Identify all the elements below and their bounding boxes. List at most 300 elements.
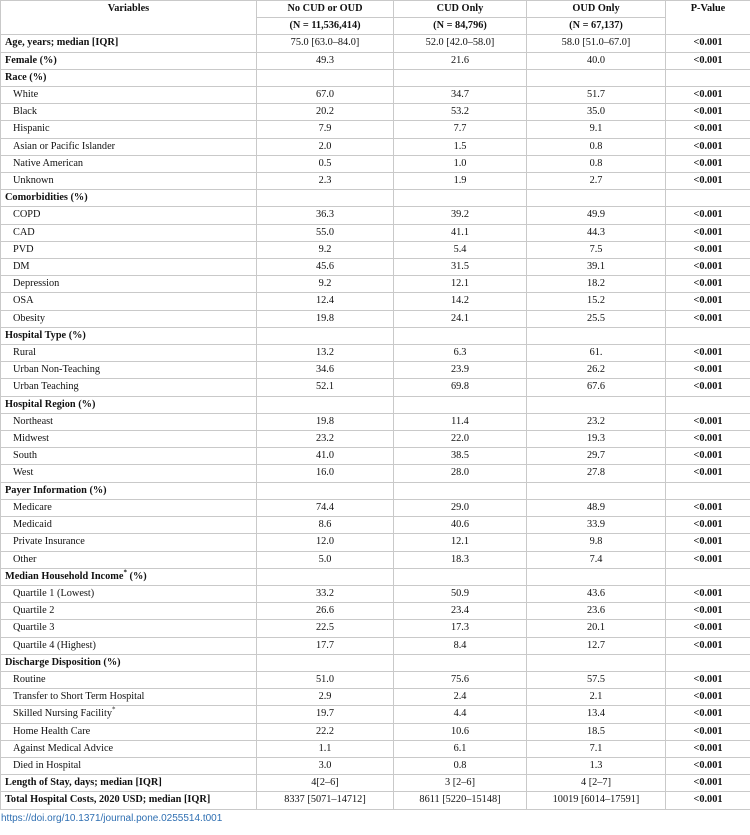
row-label	[1, 241, 257, 258]
oud-only-value	[527, 327, 666, 344]
table-row	[1, 362, 750, 379]
oud-only-value: 18.2	[527, 276, 666, 293]
oud-only-value: 29.7	[527, 448, 666, 465]
oud-only-value: 35.0	[527, 104, 666, 121]
cud-only-value: 1.9	[394, 173, 527, 190]
row-label-text: Medicare	[13, 501, 52, 513]
header-variables: Variables	[1, 1, 257, 35]
no-cud-oud-value: 67.0	[257, 87, 394, 104]
no-cud-oud-value	[257, 568, 394, 585]
oud-only-value: 23.6	[527, 603, 666, 620]
cud-only-value: 18.3	[394, 551, 527, 568]
cud-only-value: 22.0	[394, 431, 527, 448]
no-cud-oud-value: 22.5	[257, 620, 394, 637]
no-cud-oud-value: 7.9	[257, 121, 394, 138]
cud-only-value: 69.8	[394, 379, 527, 396]
oud-only-value: 51.7	[527, 87, 666, 104]
table-row	[1, 499, 750, 516]
p-value	[666, 568, 750, 585]
oud-only-value	[527, 654, 666, 671]
oud-only-value: 40.0	[527, 52, 666, 69]
p-value: <0.001	[666, 431, 750, 448]
table-row	[1, 706, 750, 723]
row-label	[1, 276, 257, 293]
cud-only-value: 12.1	[394, 534, 527, 551]
row-label	[1, 534, 257, 551]
section-header-row	[1, 568, 750, 585]
p-value: <0.001	[666, 379, 750, 396]
row-label-text: Rural	[13, 347, 36, 359]
p-value: <0.001	[666, 499, 750, 516]
cud-only-value: 39.2	[394, 207, 527, 224]
row-label	[1, 259, 257, 276]
cud-only-value: 12.1	[394, 276, 527, 293]
row-label-text: White	[13, 89, 39, 101]
row-label	[1, 69, 257, 86]
no-cud-oud-value: 52.1	[257, 379, 394, 396]
row-label	[1, 620, 257, 637]
row-label	[1, 482, 257, 499]
row-label	[1, 104, 257, 121]
p-value: <0.001	[666, 723, 750, 740]
cud-only-value: 10.6	[394, 723, 527, 740]
row-label-text: Quartile 3	[13, 622, 55, 634]
row-label-text: Northeast	[13, 415, 54, 427]
table-row	[1, 241, 750, 258]
oud-only-value: 2.7	[527, 173, 666, 190]
table-body	[1, 35, 750, 809]
row-label-text: Female (%)	[5, 54, 57, 66]
p-value: <0.001	[666, 35, 750, 52]
table-row	[1, 207, 750, 224]
row-label	[1, 327, 257, 344]
no-cud-oud-value: 41.0	[257, 448, 394, 465]
section-header-row	[1, 327, 750, 344]
table-row	[1, 792, 750, 809]
row-label-text: OSA	[13, 295, 34, 307]
p-value: <0.001	[666, 173, 750, 190]
oud-only-value: 48.9	[527, 499, 666, 516]
p-value: <0.001	[666, 155, 750, 172]
row-label-text: COPD	[13, 209, 41, 221]
table-row	[1, 740, 750, 757]
p-value	[666, 396, 750, 413]
header-no-cud-oud-n: (N = 11,536,414)	[257, 18, 394, 35]
cud-only-value: 41.1	[394, 224, 527, 241]
table-row	[1, 276, 750, 293]
header-cud-only-n: (N = 84,796)	[394, 18, 527, 35]
p-value: <0.001	[666, 224, 750, 241]
p-value: <0.001	[666, 413, 750, 430]
p-value: <0.001	[666, 706, 750, 723]
p-value: <0.001	[666, 740, 750, 757]
row-label-text: Hospital Type (%)	[5, 329, 86, 341]
cud-only-value: 53.2	[394, 104, 527, 121]
no-cud-oud-value: 55.0	[257, 224, 394, 241]
oud-only-value: 12.7	[527, 637, 666, 654]
cud-only-value	[394, 327, 527, 344]
table-row	[1, 551, 750, 568]
row-label	[1, 671, 257, 688]
oud-only-value: 25.5	[527, 310, 666, 327]
cud-only-value: 14.2	[394, 293, 527, 310]
oud-only-value: 44.3	[527, 224, 666, 241]
table-header	[1, 1, 750, 35]
row-label	[1, 654, 257, 671]
row-label	[1, 293, 257, 310]
row-label-text: Quartile 1 (Lowest)	[13, 587, 95, 599]
cud-only-value: 24.1	[394, 310, 527, 327]
p-value: <0.001	[666, 276, 750, 293]
p-value: <0.001	[666, 345, 750, 362]
cud-only-value	[394, 396, 527, 413]
row-label-text: Hospital Region (%)	[5, 398, 96, 410]
table-row	[1, 775, 750, 792]
p-value	[666, 327, 750, 344]
no-cud-oud-value: 33.2	[257, 585, 394, 602]
row-label-text: Asian or Pacific Islander	[13, 140, 116, 152]
row-label	[1, 207, 257, 224]
row-label	[1, 465, 257, 482]
oud-only-value: 7.1	[527, 740, 666, 757]
cud-only-value: 23.4	[394, 603, 527, 620]
row-label	[1, 224, 257, 241]
row-label-text: PVD	[13, 243, 34, 255]
oud-only-value: 7.4	[527, 551, 666, 568]
table-row	[1, 345, 750, 362]
table-row	[1, 310, 750, 327]
header-oud-only-n: (N = 67,137)	[527, 18, 666, 35]
cud-only-value: 6.1	[394, 740, 527, 757]
row-label	[1, 637, 257, 654]
section-header-row	[1, 482, 750, 499]
table-row	[1, 293, 750, 310]
cud-only-value: 28.0	[394, 465, 527, 482]
row-label	[1, 585, 257, 602]
row-label	[1, 379, 257, 396]
row-label-text: Medicaid	[13, 519, 52, 531]
row-label-text: Depression	[13, 278, 60, 290]
row-label-text: Unknown	[13, 175, 54, 187]
no-cud-oud-value	[257, 190, 394, 207]
cud-only-value	[394, 190, 527, 207]
row-label	[1, 448, 257, 465]
no-cud-oud-value: 5.0	[257, 551, 394, 568]
p-value: <0.001	[666, 465, 750, 482]
p-value: <0.001	[666, 241, 750, 258]
cud-only-value: 52.0 [42.0–58.0]	[394, 35, 527, 52]
no-cud-oud-value: 20.2	[257, 104, 394, 121]
oud-only-value	[527, 482, 666, 499]
section-header-row	[1, 654, 750, 671]
p-value: <0.001	[666, 620, 750, 637]
row-label-text: Total Hospital Costs, 2020 USD; median [IQR]	[5, 794, 211, 806]
row-label	[1, 706, 257, 723]
row-label	[1, 155, 257, 172]
no-cud-oud-value: 1.1	[257, 740, 394, 757]
table-row	[1, 379, 750, 396]
oud-only-value: 61.	[527, 345, 666, 362]
oud-only-value: 7.5	[527, 241, 666, 258]
table-row	[1, 413, 750, 430]
table-row	[1, 671, 750, 688]
p-value: <0.001	[666, 448, 750, 465]
p-value	[666, 654, 750, 671]
table-row	[1, 173, 750, 190]
cud-only-value: 8611 [5220–15148]	[394, 792, 527, 809]
row-label	[1, 396, 257, 413]
row-label	[1, 345, 257, 362]
section-header-row	[1, 396, 750, 413]
row-label	[1, 551, 257, 568]
no-cud-oud-value: 36.3	[257, 207, 394, 224]
table-row	[1, 603, 750, 620]
no-cud-oud-value: 74.4	[257, 499, 394, 516]
row-label-text: Died in Hospital	[13, 759, 82, 771]
p-value: <0.001	[666, 603, 750, 620]
no-cud-oud-value: 9.2	[257, 241, 394, 258]
no-cud-oud-value: 19.8	[257, 310, 394, 327]
footnote-marker: *	[123, 568, 127, 577]
cud-only-value: 2.4	[394, 689, 527, 706]
p-value: <0.001	[666, 104, 750, 121]
p-value: <0.001	[666, 757, 750, 774]
cud-only-value: 0.8	[394, 757, 527, 774]
row-label	[1, 775, 257, 792]
p-value	[666, 482, 750, 499]
p-value: <0.001	[666, 310, 750, 327]
oud-only-value: 2.1	[527, 689, 666, 706]
section-header-row	[1, 69, 750, 86]
row-label	[1, 499, 257, 516]
p-value: <0.001	[666, 551, 750, 568]
table-row	[1, 224, 750, 241]
p-value: <0.001	[666, 534, 750, 551]
oud-only-value: 39.1	[527, 259, 666, 276]
no-cud-oud-value	[257, 69, 394, 86]
oud-only-value	[527, 396, 666, 413]
cud-only-value: 29.0	[394, 499, 527, 516]
table-row	[1, 637, 750, 654]
row-label-suffix: (%)	[126, 570, 147, 582]
p-value: <0.001	[666, 517, 750, 534]
no-cud-oud-value: 12.0	[257, 534, 394, 551]
row-label-text: West	[13, 467, 34, 479]
no-cud-oud-value: 75.0 [63.0–84.0]	[257, 35, 394, 52]
row-label-text: Age, years; median [IQR]	[5, 37, 119, 49]
oud-only-value: 27.8	[527, 465, 666, 482]
cud-only-value: 5.4	[394, 241, 527, 258]
row-label	[1, 35, 257, 52]
oud-only-value: 23.2	[527, 413, 666, 430]
row-label-text: Midwest	[13, 433, 50, 445]
row-label	[1, 792, 257, 809]
row-label	[1, 723, 257, 740]
row-label-text: Obesity	[13, 312, 46, 324]
no-cud-oud-value	[257, 327, 394, 344]
oud-only-value: 49.9	[527, 207, 666, 224]
no-cud-oud-value	[257, 482, 394, 499]
row-label	[1, 190, 257, 207]
no-cud-oud-value: 9.2	[257, 276, 394, 293]
table-row	[1, 155, 750, 172]
table-row	[1, 620, 750, 637]
row-label-text: Quartile 2	[13, 605, 55, 617]
table-row	[1, 35, 750, 52]
no-cud-oud-value: 0.5	[257, 155, 394, 172]
p-value: <0.001	[666, 207, 750, 224]
cud-only-value	[394, 654, 527, 671]
p-value: <0.001	[666, 87, 750, 104]
row-label-text: Urban Teaching	[13, 381, 79, 393]
p-value: <0.001	[666, 689, 750, 706]
no-cud-oud-value: 2.3	[257, 173, 394, 190]
row-label-text: Other	[13, 553, 37, 565]
p-value: <0.001	[666, 293, 750, 310]
table-row	[1, 138, 750, 155]
table-row	[1, 689, 750, 706]
p-value: <0.001	[666, 138, 750, 155]
table-row	[1, 259, 750, 276]
header-oud-only: OUD Only	[527, 1, 666, 18]
oud-only-value: 57.5	[527, 671, 666, 688]
row-label	[1, 689, 257, 706]
row-label	[1, 413, 257, 430]
oud-only-value: 58.0 [51.0–67.0]	[527, 35, 666, 52]
row-label-text: Length of Stay, days; median [IQR]	[5, 777, 162, 789]
doi-link[interactable]: https://doi.org/10.1371/journal.pone.0255514.t001	[1, 812, 223, 824]
table-row	[1, 448, 750, 465]
p-value: <0.001	[666, 775, 750, 792]
cud-only-value: 8.4	[394, 637, 527, 654]
no-cud-oud-value: 3.0	[257, 757, 394, 774]
p-value	[666, 190, 750, 207]
oud-only-value: 10019 [6014–17591]	[527, 792, 666, 809]
no-cud-oud-value: 12.4	[257, 293, 394, 310]
oud-only-value: 19.3	[527, 431, 666, 448]
no-cud-oud-value: 4[2–6]	[257, 775, 394, 792]
row-label-text: Skilled Nursing Facility	[13, 708, 112, 720]
row-label-text: Routine	[13, 673, 46, 685]
table-row	[1, 757, 750, 774]
cud-only-value: 40.6	[394, 517, 527, 534]
row-label-text: Urban Non-Teaching	[13, 364, 101, 376]
no-cud-oud-value: 2.0	[257, 138, 394, 155]
row-label-text: Median Household Income	[5, 570, 124, 582]
table-row	[1, 517, 750, 534]
no-cud-oud-value: 16.0	[257, 465, 394, 482]
row-label-text: Payer Information (%)	[5, 484, 107, 496]
no-cud-oud-value: 8.6	[257, 517, 394, 534]
row-label	[1, 740, 257, 757]
header-cud-only: CUD Only	[394, 1, 527, 18]
oud-only-value: 9.8	[527, 534, 666, 551]
p-value: <0.001	[666, 52, 750, 69]
table-row	[1, 52, 750, 69]
oud-only-value: 67.6	[527, 379, 666, 396]
cud-only-value: 1.5	[394, 138, 527, 155]
oud-only-value: 4 [2–7]	[527, 775, 666, 792]
no-cud-oud-value: 34.6	[257, 362, 394, 379]
row-label	[1, 568, 257, 585]
oud-only-value: 9.1	[527, 121, 666, 138]
cud-only-value	[394, 482, 527, 499]
row-label-text: Black	[13, 106, 38, 118]
row-label-text: Private Insurance	[13, 536, 85, 548]
row-label	[1, 173, 257, 190]
row-label-text: Race (%)	[5, 71, 47, 83]
no-cud-oud-value: 51.0	[257, 671, 394, 688]
no-cud-oud-value: 26.6	[257, 603, 394, 620]
row-label-text: Quartile 4 (Highest)	[13, 639, 96, 651]
cud-only-value: 23.9	[394, 362, 527, 379]
header-p-value: P-Value	[666, 1, 750, 35]
cud-only-value: 17.3	[394, 620, 527, 637]
row-label	[1, 138, 257, 155]
oud-only-value: 26.2	[527, 362, 666, 379]
section-header-row	[1, 190, 750, 207]
oud-only-value: 13.4	[527, 706, 666, 723]
row-label-text: DM	[13, 261, 30, 273]
p-value: <0.001	[666, 259, 750, 276]
table-row	[1, 121, 750, 138]
cud-only-value: 11.4	[394, 413, 527, 430]
row-label-text: Home Health Care	[13, 725, 91, 737]
p-value: <0.001	[666, 637, 750, 654]
no-cud-oud-value: 22.2	[257, 723, 394, 740]
oud-only-value: 43.6	[527, 585, 666, 602]
no-cud-oud-value: 8337 [5071–14712]	[257, 792, 394, 809]
no-cud-oud-value: 49.3	[257, 52, 394, 69]
cud-only-value: 21.6	[394, 52, 527, 69]
row-label	[1, 87, 257, 104]
table-row	[1, 104, 750, 121]
cud-only-value	[394, 69, 527, 86]
cud-only-value: 75.6	[394, 671, 527, 688]
cud-only-value: 34.7	[394, 87, 527, 104]
p-value: <0.001	[666, 121, 750, 138]
table-row	[1, 465, 750, 482]
p-value: <0.001	[666, 671, 750, 688]
no-cud-oud-value: 2.9	[257, 689, 394, 706]
no-cud-oud-value: 19.7	[257, 706, 394, 723]
oud-only-value: 33.9	[527, 517, 666, 534]
row-label	[1, 121, 257, 138]
table-row	[1, 585, 750, 602]
no-cud-oud-value: 19.8	[257, 413, 394, 430]
oud-only-value: 15.2	[527, 293, 666, 310]
row-label-text: Native American	[13, 157, 84, 169]
oud-only-value: 1.3	[527, 757, 666, 774]
cud-only-value	[394, 568, 527, 585]
row-label-text: Transfer to Short Term Hospital	[13, 691, 145, 703]
p-value: <0.001	[666, 362, 750, 379]
table-row	[1, 431, 750, 448]
row-label-text: Discharge Disposition (%)	[5, 656, 121, 668]
no-cud-oud-value: 23.2	[257, 431, 394, 448]
table-row	[1, 723, 750, 740]
row-label	[1, 310, 257, 327]
footnote-marker: *	[111, 705, 116, 714]
row-label	[1, 431, 257, 448]
p-value	[666, 69, 750, 86]
cud-only-value: 7.7	[394, 121, 527, 138]
no-cud-oud-value: 13.2	[257, 345, 394, 362]
no-cud-oud-value	[257, 396, 394, 413]
cud-only-value: 3 [2–6]	[394, 775, 527, 792]
row-label	[1, 362, 257, 379]
p-value: <0.001	[666, 792, 750, 809]
